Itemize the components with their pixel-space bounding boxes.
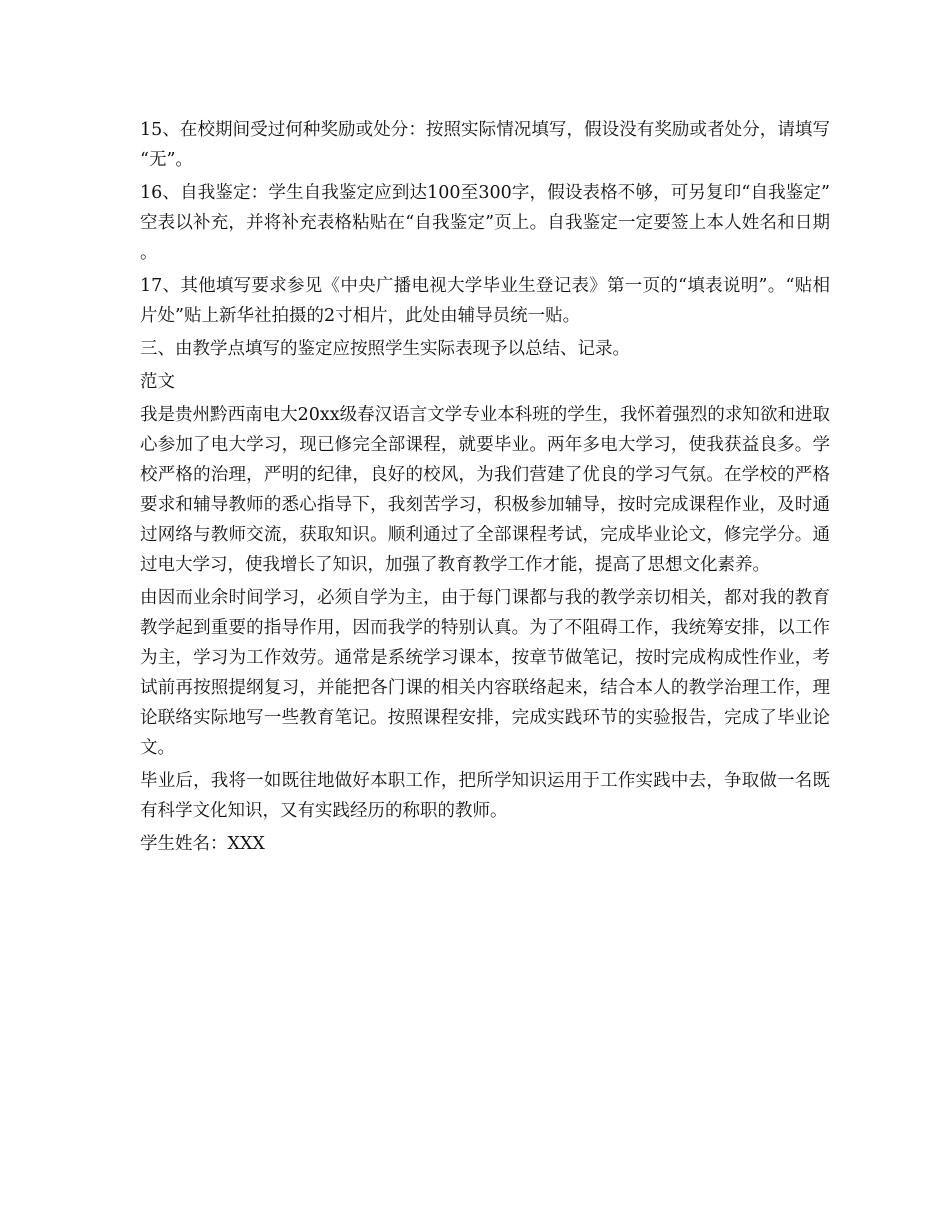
sample-paragraph-1: 我是贵州黔西南电大20xx级春汉语言文学专业本科班的学生，我怀着强烈的求知欲和进取心参加了电大学习，现已修完全部课程，就要毕业。两年多电大学习，使我获益良多。学校严格的治理，严明的纪律，良好的校风，为我们营建了优良的学习气氛。在学校的严格要求和辅导教师的悉心指导下，我刻苦学习，积极参加辅导，按时完成课程作业，及时通过网络与教师交流，获取知识。顺利通过了全部课程考试，完成毕业论文，修完学分。通过电大学习，使我增长了知识，加强了教育教学工作才能，提高了思想文化素养。 — [140, 405, 830, 575]
instruction-item-17: 17、其他填写要求参见《中央广播电视大学毕业生登记表》第一页的“填表说明”。“贴相片处”贴上新华社拍摄的2寸相片，此处由辅导员统一贴。 — [140, 276, 830, 326]
sample-paragraph-2: 由因而业余时间学习，必须自学为主，由于每门课都与我的教学亲切相关，都对我的教育教学起到重要的指导作用，因而我学的特别认真。为了不阻碍工作，我统筹安排，以工作为主，学习为工作效劳。通常是系统学习课本，按章节做笔记，按时完成构成性作业，考试前再按照提纲复习，并能把各门课的相关内容联络起来，结合本人的教学治理工作，理论联络实际地写一些教育笔记。按照课程安排，完成实践环节的实验报告，完成了毕业论文。 — [140, 588, 830, 758]
student-name-line: 学生姓名：XXX — [140, 834, 265, 854]
sample-paragraph-3: 毕业后，我将一如既往地做好本职工作，把所学知识运用于工作实践中去，争取做一名既有科学文化知识，又有实践经历的称职的教师。 — [140, 771, 830, 821]
instruction-item-15: 15、在校期间受过何种奖励或处分：按照实际情况填写，假设没有奖励或者处分，请填写“无”。 — [140, 120, 830, 170]
sample-heading: 范文 — [140, 372, 175, 392]
section-three-instruction: 三、由教学点填写的鉴定应按照学生实际表现予以总结、记录。 — [140, 339, 630, 359]
instruction-item-16: 16、自我鉴定：学生自我鉴定应到达100至300字，假设表格不够，可另复印“自我鉴定”空表以补充，并将补充表格粘贴在“自我鉴定”页上。自我鉴定一定要签上本人姓名和日期。 — [140, 183, 830, 263]
document-body — [140, 115, 830, 862]
